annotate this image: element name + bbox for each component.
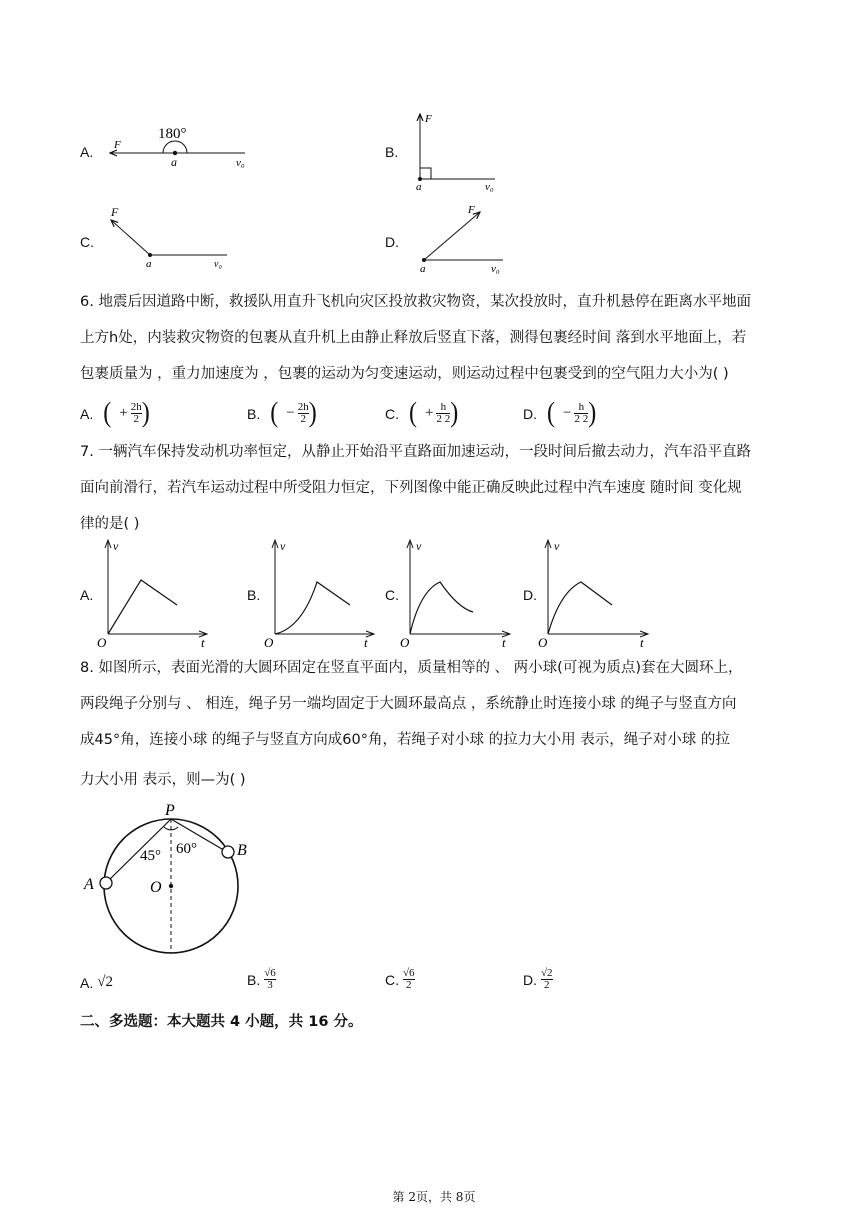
q8-line-3: 成45°角，连接小球 的绳子与竖直方向成60°角，若绳子对小球 的拉力大小用 表示，绳子对小球 的拉: [80, 732, 730, 748]
label-v0: v₀: [214, 259, 222, 270]
axis-v: v: [416, 539, 422, 553]
denominator: 2: [544, 979, 550, 991]
option-sign: −: [563, 405, 572, 421]
q8-line-4: 力大小用 表示，则—为( ): [80, 772, 246, 788]
option-fraction: [131, 402, 142, 425]
option-sign: +: [425, 405, 434, 421]
option-fraction: [403, 968, 415, 991]
ring-diagram: [80, 800, 270, 960]
q6-line-3: 包裹质量为 ，重力加速度为 ，包裹的运动为匀变速运动，则运动过程中包裹受到的空气阻力大小为( ): [80, 366, 729, 382]
label-a: a: [420, 263, 426, 275]
denominator: 3: [267, 979, 273, 991]
option-label: C.: [80, 234, 94, 250]
force-diagram-c: [100, 200, 240, 272]
option-label: D.: [523, 587, 537, 603]
angle-label: 180°: [158, 126, 187, 142]
option-fraction: [541, 968, 553, 991]
axis-t: t: [364, 635, 368, 648]
origin-o: O: [538, 635, 548, 648]
page-footer: 第 2页，共 8页: [392, 1190, 476, 1204]
option-label: C.: [385, 587, 399, 603]
denominator: 2 2: [436, 413, 451, 425]
q8-option-d: [523, 968, 553, 991]
label-f: F: [111, 205, 119, 219]
section-heading: 二、多选题：本大题共 4 小题，共 16 分。: [80, 1014, 363, 1030]
label-o: O: [150, 879, 162, 896]
label-b: B: [237, 842, 247, 859]
option-label: B.: [247, 405, 261, 422]
q8-option-a: [80, 974, 113, 991]
numerator: √2: [541, 967, 553, 979]
vt-graph-b: [262, 536, 382, 648]
q7-line-2: 面向前滑行，若汽车运动过程中所受阻力恒定，下列图像中能正确反映此过程中汽车速度 随时间 变化规: [80, 480, 742, 496]
label-f: F: [425, 113, 432, 125]
option-fraction: [298, 402, 309, 425]
denominator: 2: [406, 979, 412, 991]
q8-option-c: [385, 968, 415, 991]
option-fraction: [574, 402, 588, 425]
option-label: D.: [385, 234, 399, 250]
option-label: A.: [80, 587, 94, 603]
q6-option-b: B. ( − $\frac{2h}{2}$ ): [247, 397, 317, 429]
option-label: A.: [80, 144, 94, 160]
label-p: P: [165, 802, 175, 819]
q6-line-2: 上方h处，内装救灾物资的包裹从直升机上由静止释放后竖直下落，测得包裹经时间 落到水平地面上，若: [80, 330, 747, 346]
numerator: 2h: [130, 401, 142, 413]
axis-v: v: [113, 539, 119, 553]
label-a: a: [416, 181, 422, 193]
option-label: D.: [523, 971, 537, 988]
label-a: A: [84, 876, 94, 893]
numerator: h: [578, 401, 585, 413]
force-diagram-b: [405, 108, 515, 193]
option-label: C.: [385, 971, 399, 988]
numerator: 2h: [297, 401, 309, 413]
label-f: F: [468, 204, 475, 216]
q7-line-1: 7. 一辆汽车保持发动机功率恒定，从静止开始沿平直路面加速运动，一段时间后撤去动力，汽车沿平直路: [80, 444, 751, 460]
label-v0: v₀: [485, 181, 494, 193]
q6-option-d: D. ( − $\frac{h}{2 2}$ ): [523, 397, 597, 429]
force-diagram-d: [405, 200, 515, 280]
q8-line-2: 两段绳子分别与 、 相连，绳子另一端均固定于大圆环最高点 ，系统静止时连接小球 的绳子与竖直方向: [80, 696, 737, 712]
denominator: 2: [300, 413, 306, 425]
label-a: a: [171, 155, 177, 169]
label-v0: v₀: [236, 157, 245, 169]
axis-v: v: [280, 539, 286, 553]
numerator: √6: [403, 967, 415, 979]
vt-graph-c: [400, 536, 520, 648]
option-fraction: [264, 968, 276, 991]
numerator: √6: [264, 967, 276, 979]
option-value: √2: [97, 974, 113, 990]
origin-o: O: [97, 635, 107, 648]
angle-45: 45°: [140, 848, 161, 864]
option-label: A.: [80, 974, 94, 991]
axis-v: v: [554, 539, 560, 553]
option-label: D.: [523, 405, 537, 422]
origin-o: O: [264, 635, 274, 648]
option-label: B.: [247, 971, 261, 988]
option-sign: −: [286, 405, 295, 421]
label-v0: v₀: [491, 263, 500, 275]
option-label: B.: [247, 587, 261, 603]
option-label: B.: [385, 144, 399, 160]
label-f: F: [114, 139, 121, 151]
origin-o: O: [400, 635, 410, 648]
numerator: h: [440, 401, 447, 413]
option-label: C.: [385, 405, 399, 422]
label-a: a: [146, 258, 152, 270]
axis-t: t: [201, 635, 205, 648]
option-sign: +: [119, 405, 128, 421]
vt-graph-a: [95, 536, 215, 648]
vt-graph-d: [538, 536, 658, 648]
denominator: 2 2: [574, 413, 589, 425]
q6-line-1: 6. 地震后因道路中断，救援队用直升飞机向灾区投放救灾物资，某次投放时，直升机悬停在距离水平地面: [80, 294, 751, 310]
q6-option-a: A. ( + $\frac{2h}{2}$ ): [80, 397, 150, 429]
angle-60: 60°: [176, 841, 197, 857]
axis-t: t: [502, 635, 506, 648]
q8-line-1: 8. 如图所示，表面光滑的大圆环固定在竖直平面内，质量相等的 、 两小球(可视为质点)套在大圆环上，: [80, 660, 743, 676]
option-fraction: [436, 402, 450, 425]
axis-t: t: [640, 635, 644, 648]
q6-option-c: C. ( + $\frac{h}{2 2}$ ): [385, 397, 459, 429]
denominator: 2: [133, 413, 139, 425]
option-label: A.: [80, 405, 94, 422]
force-diagram-a: [100, 118, 260, 173]
q7-line-3: 律的是( ): [80, 516, 140, 532]
q8-option-b: [247, 968, 276, 991]
